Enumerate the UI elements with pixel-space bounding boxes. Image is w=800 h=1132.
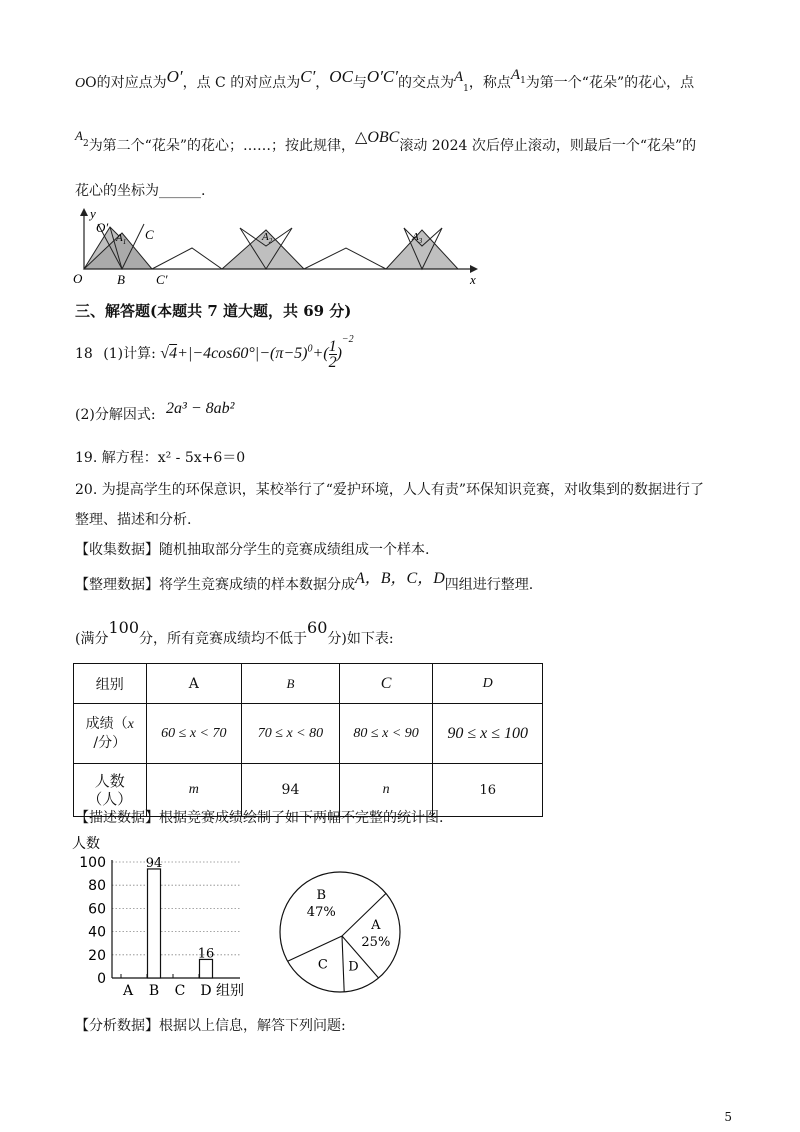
x-tick-label: D	[200, 983, 212, 999]
text: ，称点	[468, 75, 511, 91]
a2-label	[261, 231, 273, 245]
slice-percent-B: 47%	[306, 904, 336, 920]
a2-sub: 2	[82, 138, 89, 149]
slice-label-B: B	[316, 887, 327, 903]
table-cell: 94	[242, 764, 340, 817]
organize-data	[75, 570, 534, 595]
problem17-line3: 花心的坐标为______.	[75, 183, 206, 199]
data-label: 16	[197, 946, 215, 962]
oc-label: OC	[329, 67, 353, 86]
exponent: −2	[341, 333, 354, 345]
analyze-data: 【分析数据】根据以上信息，解答下列问题:	[75, 1018, 346, 1034]
min-score: 60	[307, 618, 328, 637]
table-cell: C	[339, 664, 433, 704]
problem18-part1	[75, 333, 354, 373]
table-cell: 80 ≤ x < 90	[339, 704, 433, 764]
factor-expression: 2a³ − 8ab²	[166, 400, 235, 417]
full-score: 100	[108, 618, 140, 637]
y-tick-label: 40	[88, 924, 106, 941]
problem-number: 18	[75, 346, 93, 363]
ocp-label: O′C′	[366, 67, 398, 86]
text: 为第一个“花朵”的花心，点	[525, 75, 695, 91]
a1-sub: 1	[463, 83, 469, 94]
part-label: (2)分解因式:	[75, 407, 156, 423]
slice-percent-A: 25%	[361, 935, 391, 951]
full-score-note	[75, 618, 394, 649]
text: ，	[315, 75, 330, 91]
table-cell: D	[433, 664, 543, 704]
collect-data: 【收集数据】随机抽取部分学生的竞赛成绩组成一个样本.	[75, 542, 430, 558]
page-number: 5	[724, 1110, 732, 1124]
x-tick-label: A	[122, 983, 134, 999]
a2-letter: A	[262, 231, 269, 243]
math-expression: $√4+|-4\cos 60^\circ|-(\pi-5)^0+$( $\frac{1}{2}$ )$^{-2}$	[160, 333, 354, 371]
plus: +	[312, 345, 324, 363]
fraction-numerator: 1	[328, 338, 337, 355]
text: 为第二个“花朵”的花心；……；按此规律，	[88, 138, 356, 154]
score-table	[73, 663, 543, 817]
a1-label	[115, 232, 126, 246]
section-heading: 三、解答题(本题共 7 道大题，共 69 分)	[75, 302, 352, 320]
c-prime-label: C′	[300, 67, 316, 86]
slice-label-C: C	[317, 957, 328, 973]
table-cell: 70 ≤ x < 80	[242, 704, 340, 764]
y-axis-title: 人数	[72, 836, 100, 852]
o-label: O	[73, 271, 83, 286]
text: (满分	[75, 631, 109, 647]
fraction: ( $\frac{1}{2}$ )	[323, 338, 342, 371]
a2-label: A	[75, 128, 83, 143]
a1-subscript: 1	[122, 238, 127, 246]
text: 【整理数据】将学生竞赛成绩的样本数据分成	[75, 577, 355, 593]
text: 与	[352, 75, 367, 91]
y-tick-label: 20	[88, 947, 106, 964]
bar-B	[148, 869, 161, 978]
b-label: B	[117, 272, 125, 287]
text: 分)如下表:	[327, 631, 394, 647]
sqrt-radicand: 4	[169, 345, 178, 363]
y-tick-label: 80	[88, 878, 106, 895]
slice-label-D: D	[348, 959, 359, 975]
x-axis-label: x	[470, 272, 476, 287]
table-cell: A	[146, 664, 242, 704]
table-row	[74, 704, 543, 764]
o-prime-label: O′	[96, 220, 109, 235]
problem19: 19. 解方程：x² - 5x+6＝0	[75, 450, 246, 466]
text: /分）	[93, 735, 127, 751]
x-axis-title: 组别	[216, 983, 244, 999]
fraction-denominator: 2	[328, 354, 337, 371]
y-axis-label: y	[90, 206, 96, 221]
x-var: x	[127, 717, 134, 732]
pie-chart	[278, 868, 428, 998]
table-cell	[74, 704, 147, 764]
text: ，点 C 的对应点为	[182, 75, 301, 91]
c-prime-label: C′	[156, 272, 168, 287]
a3-letter: A	[412, 231, 419, 243]
a1-sub: 1	[520, 75, 526, 86]
part-label: (1)计算:	[103, 346, 156, 363]
y-tick-label: 0	[97, 971, 106, 987]
group-letters: A，B，C，D	[355, 570, 445, 587]
table-cell: 组别	[74, 664, 147, 704]
slice-label-A: A	[371, 918, 381, 934]
a1-label: A	[453, 69, 464, 85]
table-cell: B	[242, 664, 340, 704]
text: 滚动 2024 次后停止滚动，则最后一个“花朵”的	[399, 138, 697, 154]
fraction-body	[329, 339, 337, 370]
text: 人数	[94, 772, 125, 790]
exponent-zero: 0	[307, 343, 313, 355]
triangle-obc-label: △OBC	[355, 129, 400, 146]
a1-letter: A	[116, 232, 123, 244]
expr-middle: +|−4cos60°|−(π−5)	[177, 345, 308, 363]
table-cell: m	[146, 764, 242, 817]
table-row	[74, 664, 543, 704]
problem18-part2	[75, 400, 235, 425]
shaded-triangle	[386, 230, 458, 269]
problem20-line1: 20. 为提高学生的环保意识，某校举行了“爱护环境，人人有责”环保知识竞赛，对收集到的数据进行了	[75, 482, 705, 498]
table-cell: 16	[433, 764, 543, 817]
text: 四组进行整理.	[444, 577, 534, 593]
problem20-line2: 整理、描述和分析.	[75, 512, 192, 528]
table-cell: 90 ≤ x ≤ 100	[433, 704, 543, 764]
pie-outline	[280, 872, 400, 992]
x-tick-label: B	[148, 983, 160, 999]
problem17-line2	[75, 128, 697, 162]
y-axis-arrow	[80, 208, 88, 216]
bar-D	[200, 959, 213, 978]
text: 的交点为	[397, 75, 454, 91]
text: 分，所有竞赛成绩均不低于	[139, 631, 308, 647]
y-tick-label: 60	[88, 901, 106, 918]
point-o: O	[75, 76, 86, 91]
x-tick-label: C	[174, 983, 186, 999]
problem17-line1	[75, 67, 695, 99]
describe-data: 【描述数据】根据竞赛成绩绘制了如下两幅不完整的统计图.	[75, 810, 444, 826]
table-cell: 60 ≤ x < 70	[146, 704, 242, 764]
bar-chart	[70, 832, 270, 1000]
c-label: C	[145, 227, 154, 242]
y-tick-label: 100	[79, 855, 106, 871]
text: （人）	[87, 790, 133, 808]
a1-label: A	[510, 67, 521, 83]
data-label: 94	[145, 855, 163, 871]
rolling-triangle-diagram	[70, 206, 480, 288]
text: 成绩（	[85, 716, 128, 732]
a2-subscript: 2	[268, 237, 273, 245]
o-prime-label: O′	[166, 67, 183, 86]
a3-subscript: 3	[418, 237, 423, 245]
text: O的对应点为	[85, 75, 167, 91]
table-cell: n	[339, 764, 433, 817]
